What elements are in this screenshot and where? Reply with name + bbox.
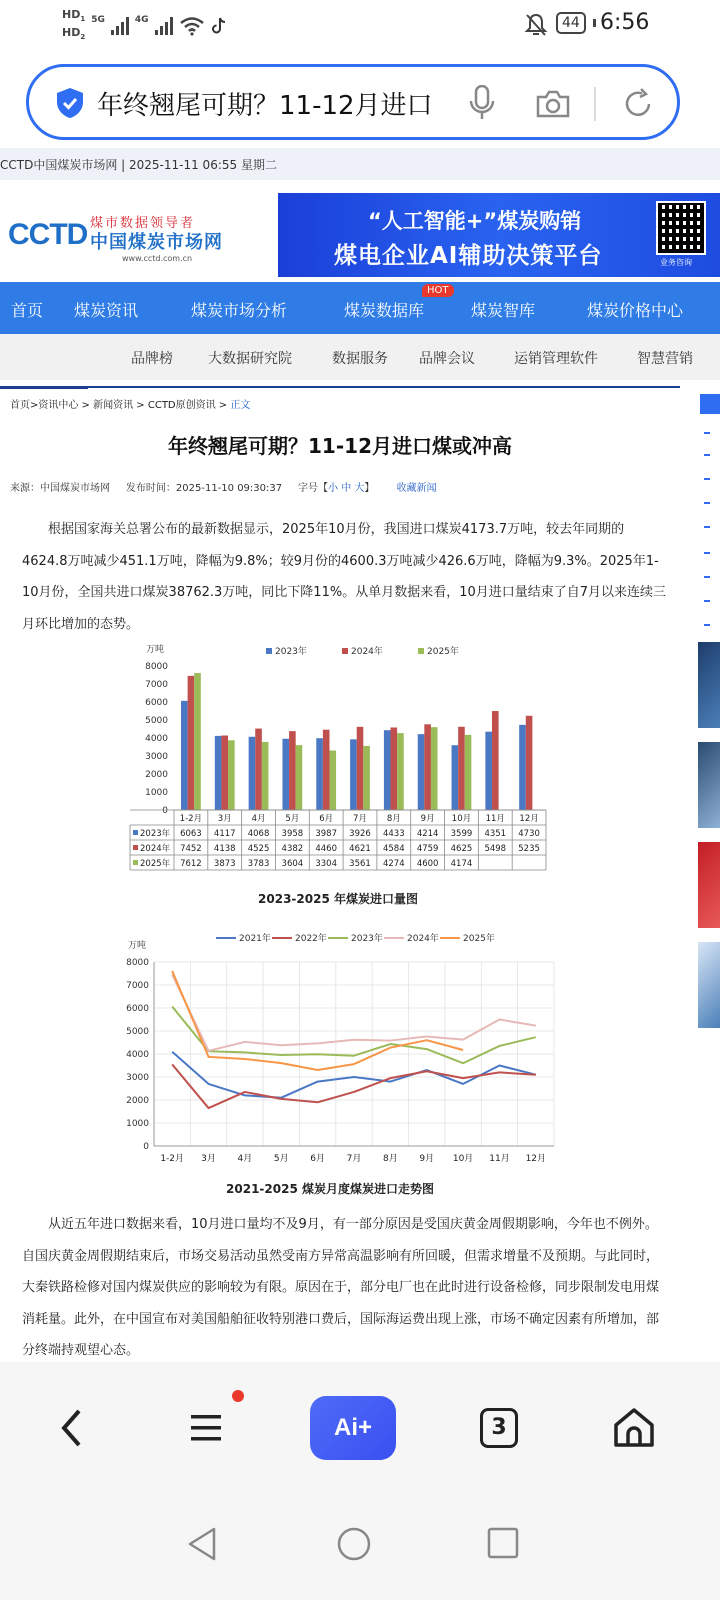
bar bbox=[452, 745, 459, 810]
table-series-label: 2024年 bbox=[140, 844, 171, 854]
y-tick-label: 1000 bbox=[145, 788, 168, 798]
bar bbox=[357, 727, 364, 810]
banner-line2: 煤电企业AI辅助决策平台 bbox=[334, 243, 603, 269]
logo-mark: CCTD bbox=[8, 218, 88, 251]
sidebar-list-dash bbox=[704, 624, 710, 626]
legend-label: 2021年 bbox=[239, 934, 271, 944]
meta-font-end: 】 bbox=[364, 483, 375, 494]
nav-coal-database-label: 煤炭数据库 bbox=[344, 301, 425, 320]
x-tick-label: 12月 bbox=[525, 1154, 547, 1164]
bar bbox=[262, 742, 269, 810]
table-series-swatch bbox=[133, 830, 138, 835]
clock: 6:56 bbox=[600, 10, 650, 35]
logo-slogan: 煤市数据领导者 bbox=[90, 216, 196, 231]
legend-label: 2023年 bbox=[275, 647, 307, 657]
y-tick-label: 0 bbox=[143, 1142, 149, 1152]
x-tick-label: 8月 bbox=[382, 1154, 398, 1164]
table-value: 4525 bbox=[247, 844, 270, 854]
battery-tip bbox=[593, 19, 596, 27]
table-value: 7612 bbox=[180, 859, 202, 869]
bar bbox=[221, 736, 228, 810]
table-category-label: 8月 bbox=[386, 814, 401, 824]
right-sidebar-clipped bbox=[696, 390, 720, 1050]
breadcrumb-current: 正文 bbox=[230, 400, 251, 411]
x-tick-label: 9月 bbox=[419, 1154, 435, 1164]
table-series-label: 2025年 bbox=[140, 859, 171, 869]
primary-nav bbox=[0, 282, 720, 334]
nav-coal-thinktank[interactable]: 煤炭智库 bbox=[471, 301, 536, 320]
banner-line1: “人工智能+”煤炭购销 bbox=[368, 209, 582, 233]
table-value: 3783 bbox=[247, 859, 270, 869]
bar bbox=[485, 732, 492, 810]
sidebar-thumbnail[interactable] bbox=[698, 842, 720, 928]
bar-chart-import-volume bbox=[126, 640, 556, 876]
sidebar-thumbnail[interactable] bbox=[698, 742, 720, 828]
x-tick-label: 10月 bbox=[452, 1154, 474, 1164]
system-home-icon[interactable] bbox=[336, 1526, 372, 1562]
breadcrumb-divider-accent bbox=[0, 386, 88, 389]
table-value: 4460 bbox=[315, 844, 338, 854]
bar bbox=[323, 730, 330, 810]
sidebar-thumbnail[interactable] bbox=[698, 942, 720, 1028]
table-value: 5235 bbox=[518, 844, 540, 854]
legend-swatch bbox=[266, 648, 272, 654]
chart2-caption: 2021-2025 煤炭月度煤炭进口走势图 bbox=[226, 1182, 434, 1196]
meta-time: 发布时间：2025-11-10 09:30:37 bbox=[125, 483, 283, 494]
back-icon[interactable] bbox=[60, 1408, 82, 1448]
menu-icon[interactable] bbox=[190, 1412, 222, 1444]
sidebar-list-dash bbox=[704, 478, 710, 480]
y-tick-label: 7000 bbox=[126, 981, 149, 991]
y-tick-label: 3000 bbox=[145, 752, 168, 762]
y-axis-unit: 万吨 bbox=[128, 941, 147, 951]
table-category-label: 6月 bbox=[319, 814, 334, 824]
bar bbox=[249, 737, 256, 810]
logo-url: www.cctd.com.cn bbox=[122, 254, 193, 263]
bar bbox=[397, 733, 404, 810]
x-tick-label: 5月 bbox=[273, 1154, 289, 1164]
table-value: 4584 bbox=[382, 844, 405, 854]
bar bbox=[384, 730, 391, 810]
legend-label: 2025年 bbox=[427, 647, 459, 657]
meta-source: 来源：中国煤炭市场网 bbox=[10, 483, 110, 494]
x-tick-label: 4月 bbox=[237, 1154, 253, 1164]
table-value: 4625 bbox=[450, 844, 473, 854]
nav-home[interactable]: 首页 bbox=[11, 301, 44, 320]
wifi-icon bbox=[179, 16, 205, 36]
bar bbox=[215, 736, 222, 810]
nav-brand-list[interactable]: 品牌榜 bbox=[131, 351, 173, 367]
table-value: 4759 bbox=[416, 844, 439, 854]
camera-icon[interactable] bbox=[535, 89, 571, 119]
qr-code bbox=[656, 201, 706, 255]
bar bbox=[492, 711, 499, 810]
y-tick-label: 3000 bbox=[126, 1073, 149, 1083]
table-value: 5498 bbox=[484, 844, 507, 854]
bar bbox=[188, 676, 195, 810]
bar bbox=[431, 727, 438, 810]
legend-label: 2023年 bbox=[351, 934, 383, 944]
table-category-label: 11月 bbox=[485, 814, 505, 824]
table-value: 3987 bbox=[315, 829, 338, 839]
meta-font-label: 字号【 bbox=[298, 483, 329, 494]
y-tick-label: 2000 bbox=[126, 1096, 149, 1106]
x-tick-label: 7月 bbox=[346, 1154, 362, 1164]
mute-icon bbox=[524, 12, 548, 38]
sidebar-list-dash bbox=[704, 600, 710, 602]
table-value: 3873 bbox=[213, 859, 236, 869]
signal-icon bbox=[111, 17, 129, 35]
signal-icon bbox=[155, 17, 173, 35]
bar bbox=[316, 738, 323, 810]
x-tick-label: 11月 bbox=[489, 1154, 510, 1164]
search-query[interactable]: 年终翘尾可期？11-12月进口 bbox=[97, 91, 433, 121]
bar bbox=[350, 739, 357, 810]
y-tick-label: 5000 bbox=[126, 1027, 149, 1037]
network-type-2: 4G bbox=[134, 15, 149, 26]
nav-market-analysis[interactable]: 煤炭市场分析 bbox=[191, 301, 288, 320]
logo-name: 中国煤炭市场网 bbox=[90, 232, 223, 253]
bar bbox=[228, 740, 235, 810]
bar bbox=[465, 735, 472, 810]
x-tick-label: 1-2月 bbox=[160, 1154, 185, 1164]
nav-big-data-institute[interactable]: 大数据研究院 bbox=[208, 351, 292, 367]
system-recents-icon[interactable] bbox=[486, 1526, 520, 1560]
y-tick-label: 6000 bbox=[126, 1004, 149, 1014]
chart1-caption: 2023-2025 年煤炭进口量图 bbox=[258, 892, 418, 906]
y-tick-label: 6000 bbox=[145, 698, 168, 708]
bar bbox=[519, 725, 526, 810]
bar bbox=[391, 727, 398, 810]
sidebar-list-dash bbox=[704, 552, 710, 554]
table-category-label: 7月 bbox=[353, 814, 367, 824]
site-logo[interactable] bbox=[0, 192, 278, 278]
y-tick-label: 0 bbox=[162, 806, 168, 816]
bar bbox=[194, 673, 201, 810]
legend-label: 2025年 bbox=[463, 934, 495, 944]
table-category-label: 10月 bbox=[451, 814, 472, 824]
table-value: 4382 bbox=[281, 844, 304, 854]
sidebar-list-dash bbox=[704, 576, 710, 578]
table-value: 4214 bbox=[416, 829, 439, 839]
table-value: 4621 bbox=[349, 844, 371, 854]
table-value: 4138 bbox=[213, 844, 236, 854]
table-value: 4117 bbox=[213, 829, 236, 839]
table-value: 3304 bbox=[315, 859, 338, 869]
sidebar-list-dash bbox=[704, 502, 710, 504]
legend-swatch bbox=[418, 648, 424, 654]
ai-assistant-button[interactable]: Ai+ bbox=[310, 1396, 396, 1460]
sidebar-list-dash bbox=[704, 432, 710, 434]
y-axis-unit: 万吨 bbox=[146, 645, 165, 655]
site-topline: CCTD中国煤炭市场网 | 2025-11-11 06:55 星期二 bbox=[0, 148, 720, 180]
x-tick-label: 6月 bbox=[310, 1154, 326, 1164]
y-tick-label: 5000 bbox=[145, 716, 168, 726]
breadcrumb-path[interactable]: 首页>资讯中心 > 新闻资讯 > CCTD原创资讯 > bbox=[10, 400, 231, 411]
microphone-icon[interactable] bbox=[469, 85, 495, 121]
nav-smart-marketing[interactable]: 智慧营销 bbox=[637, 351, 693, 367]
battery-indicator: 44 bbox=[556, 12, 586, 34]
article-paragraph-1: 根据国家海关总署公布的最新数据显示，2025年10月份，我国进口煤炭4173.7万吨，较去年同期的4624.8万吨减少451.1万吨，降幅为9.8%；较9月份的4600.3万吨减少426.6万吨，降幅为9.3%。2025年1-10月份，全国共进口煤炭38762.3万吨，同比下降11%。从单月数据来看，10月进口量结束了自7月以来连续三月环比增加的态势。 bbox=[22, 522, 667, 632]
table-value: 3561 bbox=[349, 859, 371, 869]
table-category-label: 3月 bbox=[217, 814, 232, 824]
bar bbox=[181, 701, 188, 810]
table-value: 4068 bbox=[247, 829, 270, 839]
network-indicators bbox=[62, 8, 227, 44]
table-category-label: 12月 bbox=[519, 814, 539, 824]
table-value: 4274 bbox=[382, 859, 405, 869]
nav-brand-conference[interactable]: 品牌会议 bbox=[419, 351, 475, 367]
table-series-swatch bbox=[133, 845, 138, 850]
secondary-nav bbox=[0, 334, 720, 380]
hd-indicator: $HD_1$ $HD_2$ bbox=[62, 8, 86, 42]
sidebar-thumbnail[interactable] bbox=[698, 642, 720, 728]
status-bar bbox=[0, 0, 720, 56]
article-meta bbox=[10, 479, 437, 494]
table-value: 3599 bbox=[450, 829, 473, 839]
table-value: 3958 bbox=[281, 829, 304, 839]
ad-banner[interactable] bbox=[278, 193, 720, 277]
x-tick-label: 3月 bbox=[201, 1154, 216, 1164]
legend-label: 2024年 bbox=[407, 934, 439, 944]
breadcrumb bbox=[10, 396, 250, 411]
qr-caption: 业务咨询 bbox=[660, 258, 692, 267]
article-paragraph-2: 从近五年进口数据来看，10月进口量均不及9月，有一部分原因是受国庆黄金周假期影响，今年也不例外。自国庆黄金周假期结束后，市场交易活动虽然受南方异常高温影响有所回暖，但需求增量不及预期。与此同时，大秦铁路检修对国内煤炭供应的影响较为有限。原因在于，部分电厂也在此时进行设备检修，同步限制发电用煤消耗量。此外，在中国宣布对美国船舶征收特别港口费后，国际海运费出现上涨，市场不确定因素有所增加，部分终端持观望心态。 bbox=[22, 1217, 660, 1358]
table-series-label: 2023年 bbox=[140, 829, 171, 839]
nav-price-center[interactable]: 煤炭价格中心 bbox=[587, 301, 684, 320]
favorite-link[interactable]: 收藏新闻 bbox=[396, 483, 437, 494]
table-value: 4600 bbox=[416, 859, 439, 869]
legend-swatch bbox=[342, 648, 348, 654]
address-search-bar[interactable] bbox=[26, 64, 680, 140]
system-back-icon[interactable] bbox=[186, 1526, 218, 1562]
bar bbox=[296, 745, 303, 810]
table-value: 7452 bbox=[180, 844, 202, 854]
y-tick-label: 2000 bbox=[145, 770, 168, 780]
table-category-label: 5月 bbox=[285, 814, 300, 824]
bar bbox=[282, 739, 289, 810]
bar bbox=[255, 729, 262, 810]
nav-coal-database[interactable] bbox=[344, 285, 449, 321]
table-value: 4433 bbox=[382, 829, 405, 839]
notification-dot bbox=[232, 1390, 244, 1402]
table-series-swatch bbox=[133, 860, 138, 865]
y-tick-label: 4000 bbox=[145, 734, 168, 744]
table-value: 4174 bbox=[450, 859, 473, 869]
nav-logistics-software[interactable]: 运销管理软件 bbox=[514, 351, 598, 367]
reload-icon[interactable] bbox=[621, 87, 655, 121]
bar bbox=[424, 724, 431, 810]
network-type-1: 5G bbox=[91, 15, 105, 26]
line-chart-monthly-trend bbox=[124, 926, 564, 1170]
y-tick-label: 7000 bbox=[145, 680, 168, 690]
sidebar-list-dash bbox=[704, 454, 710, 456]
table-value: 4351 bbox=[484, 829, 507, 839]
legend-label: 2024年 bbox=[351, 647, 383, 657]
system-navigation-bar bbox=[0, 1494, 720, 1600]
bar bbox=[329, 751, 336, 810]
sidebar-header-block bbox=[700, 394, 720, 414]
table-value: 4730 bbox=[518, 829, 540, 839]
nav-data-service[interactable]: 数据服务 bbox=[332, 351, 388, 367]
search-divider bbox=[594, 87, 596, 121]
tiktok-icon bbox=[211, 17, 227, 35]
table-category-label: 1-2月 bbox=[179, 814, 203, 824]
bar bbox=[526, 716, 533, 810]
font-size-options[interactable]: 小 中 大 bbox=[328, 483, 365, 494]
hot-badge: HOT bbox=[422, 284, 454, 297]
sidebar-list-dash bbox=[704, 526, 710, 528]
table-category-label: 9月 bbox=[420, 814, 435, 824]
bar bbox=[418, 734, 425, 810]
nav-coal-news[interactable]: 煤炭资讯 bbox=[74, 301, 139, 320]
y-tick-label: 8000 bbox=[145, 662, 168, 672]
browser-toolbar bbox=[0, 1362, 720, 1494]
y-tick-label: 4000 bbox=[126, 1050, 149, 1060]
table-category-label: 4月 bbox=[251, 814, 266, 824]
tabs-button[interactable]: 3 bbox=[480, 1408, 518, 1448]
bar bbox=[363, 746, 370, 810]
home-icon[interactable] bbox=[612, 1406, 656, 1448]
table-value: 6063 bbox=[180, 829, 202, 839]
bar bbox=[289, 731, 296, 810]
article-title: 年终翘尾可期？11-12月进口煤或冲高 bbox=[168, 434, 512, 458]
y-tick-label: 8000 bbox=[126, 958, 149, 968]
breadcrumb-divider bbox=[0, 386, 680, 388]
table-value: 3926 bbox=[349, 829, 371, 839]
bar bbox=[458, 727, 465, 810]
legend-label: 2022年 bbox=[295, 934, 327, 944]
y-tick-label: 1000 bbox=[126, 1119, 149, 1129]
security-shield-icon bbox=[55, 87, 85, 119]
table-value: 3604 bbox=[281, 859, 304, 869]
